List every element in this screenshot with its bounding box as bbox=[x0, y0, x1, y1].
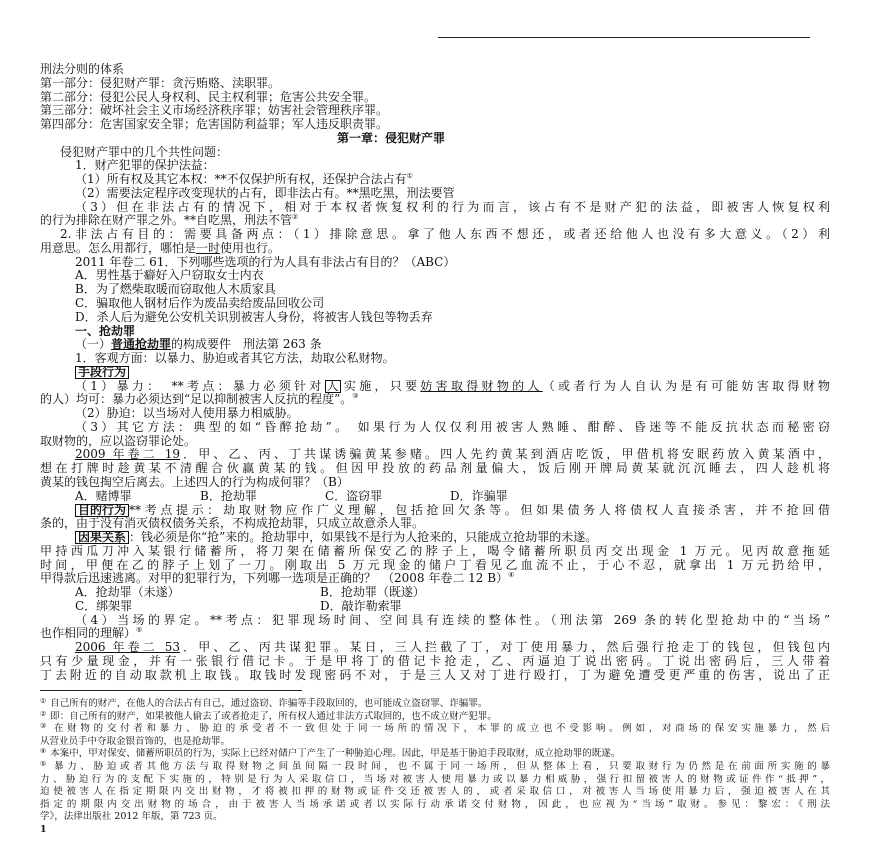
boxed-label-line bbox=[40, 366, 830, 380]
question-stem-continuation: 想在打牌时趁黄某不清醒合伙赢黄某的钱。但因甲投放的药品剂量偏大，饭后刚开牌局黄某就沉沉睡去，四人趁机将 bbox=[40, 462, 830, 476]
footnote-text: 本案中，甲对保安、储蓄所职员的行为，实际上已经对储户丁产生了一种胁迫心理。因此，甲是基于胁迫手段取财，成立抢劫罪的既遂。 bbox=[50, 748, 621, 760]
footnote-mark: ④ bbox=[40, 748, 47, 756]
text: 甲得款后迅速逃离。对甲的犯罪行为，下列哪一选项是正确的？ （2008 年卷二 12 B） bbox=[40, 572, 509, 586]
footnote-continuation: 从营业员手中夺取金银首饰的，也是抢劫罪。 bbox=[40, 735, 231, 747]
text: ．甲、乙、丙共谋犯罪。某日，三人拦截了丁，对丁使用暴力，然后强行抢走丁的钱包，但钱包内 bbox=[180, 641, 830, 655]
text: 使用也行。 bbox=[220, 241, 281, 255]
paragraph-continuation bbox=[40, 393, 830, 407]
footnote bbox=[40, 723, 830, 736]
paragraph-continuation bbox=[40, 627, 830, 641]
question-option: B．为了燃柴取暖而窃取他人木质家具 bbox=[75, 283, 276, 297]
paragraph: 1．客观方面：以暴力、胁迫或者其它方法，劫取公私财物。 bbox=[75, 352, 395, 366]
question-stem: 2011 年卷二 61．下列哪些选项的行为人具有非法占有目的？（ABC） bbox=[75, 255, 456, 269]
section-heading: 侵犯财产罪中的几个共性问题： bbox=[60, 145, 229, 159]
footnote-continuation: 迫使被害人在指定期限内交出财物，才将被扣押的财物或证件交还被害人的，或者采取信口，对被害人当场使用暴力后，强迫被害人在其 bbox=[40, 786, 830, 798]
list-item-continuation bbox=[40, 214, 830, 228]
footnote-mark: ② bbox=[40, 710, 47, 718]
paragraph bbox=[40, 504, 830, 518]
text: ．甲、乙、丙、丁共谋诱骗黄某参赌。四人先约黄某到酒店吃饭，甲借机将安眠药放入黄某酒中， bbox=[180, 448, 830, 462]
question-options bbox=[40, 586, 830, 600]
list-item-text: 的行为排除在财产罪之外。**自吃黑，刑法不管 bbox=[40, 214, 293, 228]
text: 也作相同的理解） bbox=[40, 627, 137, 641]
paragraph bbox=[40, 380, 830, 394]
question-option: D．诈骗罪 bbox=[450, 489, 508, 503]
text: （一） bbox=[75, 338, 112, 352]
text: （或者行为人自认为是有可能妨害取得财物 bbox=[542, 379, 830, 393]
outline-part: 第二部分：侵犯公民人身权利、民主权利罪；危害公共安全罪。 bbox=[40, 90, 377, 104]
outline-part: 第一部分：侵犯财产罪：贪污贿赂、渎职罪。 bbox=[40, 76, 281, 90]
outline-part: 第四部分：危害国家安全罪；危害国防利益罪；军人违反职责罪。 bbox=[40, 118, 389, 132]
question-option: B．抢劫罪（既遂） bbox=[320, 586, 425, 600]
text: 的人）均可：暴力必须达到“足以抑制被害人反抗的程度”。 bbox=[40, 393, 353, 407]
footnote-text: 在财物的交付者和暴力、胁迫的承受者不一致但处于同一场所的情况下，本罪的成立也不受影响。例如，对商场的保安实施暴力，然后 bbox=[54, 723, 830, 735]
question-option: C．盗窃罪 bbox=[325, 489, 383, 503]
question-stem bbox=[40, 448, 830, 462]
footnote-separator bbox=[40, 690, 302, 691]
footnotes bbox=[40, 698, 830, 837]
question-options bbox=[40, 600, 830, 614]
paragraph: （4）当场的界定。**考点：犯罪现场时间、空间具有连续的整体性。（刑法第 269 条的转化型抢劫中的“当场” bbox=[75, 613, 830, 627]
paragraph-continuation: 取财物的，应以盗窃罪论处。 bbox=[40, 434, 197, 448]
paragraph-continuation: 条的，由于没有消灭债权债务关系，不构成抢劫罪，只成立故意杀人罪。 bbox=[40, 517, 425, 531]
footnote bbox=[40, 698, 830, 711]
boxed-label: 手段行为 bbox=[75, 366, 129, 379]
section-heading: 一、抢劫罪 bbox=[75, 324, 136, 338]
subsection-heading bbox=[40, 338, 830, 352]
list-item: （2）需要法定程序改变现状的占有，即非法占有。**黑吃黑，刑法要管 bbox=[75, 186, 455, 200]
list-item bbox=[40, 173, 830, 187]
boxed-label: 目的行为 bbox=[75, 504, 129, 517]
question-option: B．抢劫罪 bbox=[200, 489, 257, 503]
question-option: A．赌博罪 bbox=[75, 489, 132, 503]
header-rule bbox=[438, 37, 810, 38]
key-term: 普通抢劫罪 bbox=[111, 338, 172, 352]
paragraph: （2）胁迫：以当场对人使用暴力相威胁。 bbox=[75, 407, 299, 421]
footnote-mark: ① bbox=[40, 698, 47, 705]
main-text bbox=[40, 63, 830, 682]
question-stem-continuation bbox=[40, 572, 830, 586]
text: 实施，只要 bbox=[340, 379, 421, 393]
question-stem: 甲持西瓜刀冲入某银行储蓄所，将刀架在储蓄所保安乙的脖子上，喝令储蓄所职员丙交出现金 1 万元。见丙故意拖延 bbox=[40, 544, 830, 558]
boxed-label: 因果关系 bbox=[75, 531, 129, 544]
question-stem-continuation: 丁去附近的自动取款机上取钱。取钱时发现密码不对，于是三人又对丁进行殴打，丁为避免遭受更严重的伤害，说出了正 bbox=[40, 668, 830, 682]
footnote-text: 即：自己所有的财产，如果被他人偷去了或者抢走了，所有权人通过非法方式取回的，也不成立财产犯罪。 bbox=[50, 710, 497, 722]
underlined-text: 妨害取得财物的人 bbox=[420, 379, 543, 393]
question-option: A．男性基于癖好入户窃取女士内衣 bbox=[75, 269, 264, 283]
footnote-mark: ③ bbox=[40, 723, 50, 731]
paragraph: （3）其它方法：典型的如“昏醉抢劫”。 如果行为人仅仅利用被害人熟睡、酣醉、昏迷等不能反抗状态而秘密窃 bbox=[75, 420, 830, 434]
footnote-text: 暴力、胁迫或者其他方法与取得财物之间虽间隔一段时间，也不属于同一场所，但从整体上看，只要取财行为仍然是在前面所实施的暴 bbox=[54, 760, 830, 772]
question-option: D．杀人后为避免公安机关识别被害人身份，将被害人钱包等物丢弃 bbox=[75, 310, 433, 324]
footnote-ref: ① bbox=[406, 173, 413, 181]
footnote-continuation: 指定的期限内交出财物的场合，由于被害人当场承诺或者以实际行动承诺交付财物，因此，也应视为“当场”取财。参见：黎宏：《刑法 bbox=[40, 798, 830, 810]
footnote-continuation: 学》，法律出版社 2012 年版，第 723 页。 bbox=[40, 811, 223, 823]
subsection-heading: 1．财产犯罪的保护法益： bbox=[75, 159, 215, 173]
footnote-ref: ② bbox=[292, 214, 299, 222]
underlined-text: 一时 bbox=[196, 241, 221, 255]
footnote-ref: ④ bbox=[508, 572, 515, 580]
paragraph: 2.非法占有目的：需要具备两点：（1）排除意思。拿了他人东西不想还，或者还给他人也没有多大意义。（2）利 bbox=[60, 228, 830, 242]
paragraph bbox=[40, 531, 830, 545]
outline-title: 刑法分则的体系 bbox=[40, 63, 125, 76]
text: 用意思。怎么用都行，哪怕是 bbox=[40, 241, 197, 255]
footnote bbox=[40, 748, 830, 761]
question-stem-continuation: 时间，甲便在乙的脖子上划了一刀。刚取出 5 万元现金的储户丁看见乙血流不止，于心不忍，就拿出 1 万元扔给甲， bbox=[40, 558, 830, 572]
question-option: C．绑架罪 bbox=[75, 599, 133, 613]
question-stem-continuation: 黄某的钱包掏空后离去。上述四人的行为构成何罪？（B） bbox=[40, 475, 349, 489]
text: ：钱必须是你“抢”来的。抢劫罪中，如果钱不是行为人抢来的，只能成立抢劫罪的未遂。 bbox=[129, 531, 598, 545]
question-reference: 2009 年卷二 19 bbox=[75, 448, 181, 462]
footnote-ref: ⑤ bbox=[136, 627, 143, 635]
question-stem-continuation: 只有少量现金，并有一张银行借记卡。于是甲将丁的借记卡抢走，乙、丙逼迫丁说出密码。丁说出密码后，三人带着 bbox=[40, 654, 830, 668]
chapter-title: 第一章：侵犯财产罪 bbox=[337, 131, 446, 145]
footnote bbox=[40, 761, 830, 774]
footnote-text: 自己所有的财产，在他人的合法占有自己，通过盗窃、诈骗等手段取回的，也可能成立盗窃罪、诈骗罪。 bbox=[50, 698, 488, 709]
text: **考点提示：劫取财物应作广义理解，包括抢回欠条等。但如果债务人将债权人直接杀害，并不抢回借 bbox=[129, 503, 830, 517]
question-option: D．敲诈勒索罪 bbox=[320, 599, 402, 613]
footnote-mark: ⑤ bbox=[40, 760, 50, 768]
boxed-text: 人 bbox=[326, 379, 339, 393]
footnote-continuation: 力、胁迫行为的支配下实施的，特别是行为人采取信口，当场对被害人使用暴力或以暴力相威胁，强行扣留被害人的财物或证件作“抵押”， bbox=[40, 773, 830, 785]
question-option: A．抢劫罪（未遂） bbox=[75, 586, 180, 600]
question-reference: 2006 年卷二 53 bbox=[75, 641, 181, 655]
list-item: （3）但在非法占有的情况下，相对于本权者恢复权利的行为而言，该占有不是财产犯的法益，即被害人恢复权利 bbox=[75, 200, 830, 214]
list-item-text: （1）所有权及其它本权：**不仅保护所有权，还保护合法占有 bbox=[75, 173, 407, 187]
text: 的构成要件 刑法第 263 条 bbox=[171, 338, 322, 352]
outline-part: 第三部分：破坏社会主义市场经济秩序罪；妨害社会管理秩序罪。 bbox=[40, 104, 389, 118]
footnote bbox=[40, 711, 830, 724]
paragraph-continuation bbox=[40, 242, 830, 256]
page-number: 1 bbox=[40, 823, 47, 835]
question-options bbox=[40, 490, 830, 504]
question-stem bbox=[40, 641, 830, 655]
text: （1）暴力： **考点：暴力必须针对 bbox=[75, 379, 325, 393]
footnote-ref: ③ bbox=[352, 393, 359, 401]
question-option: C．骗取他人钢材后作为废品卖给废品回收公司 bbox=[75, 297, 325, 311]
